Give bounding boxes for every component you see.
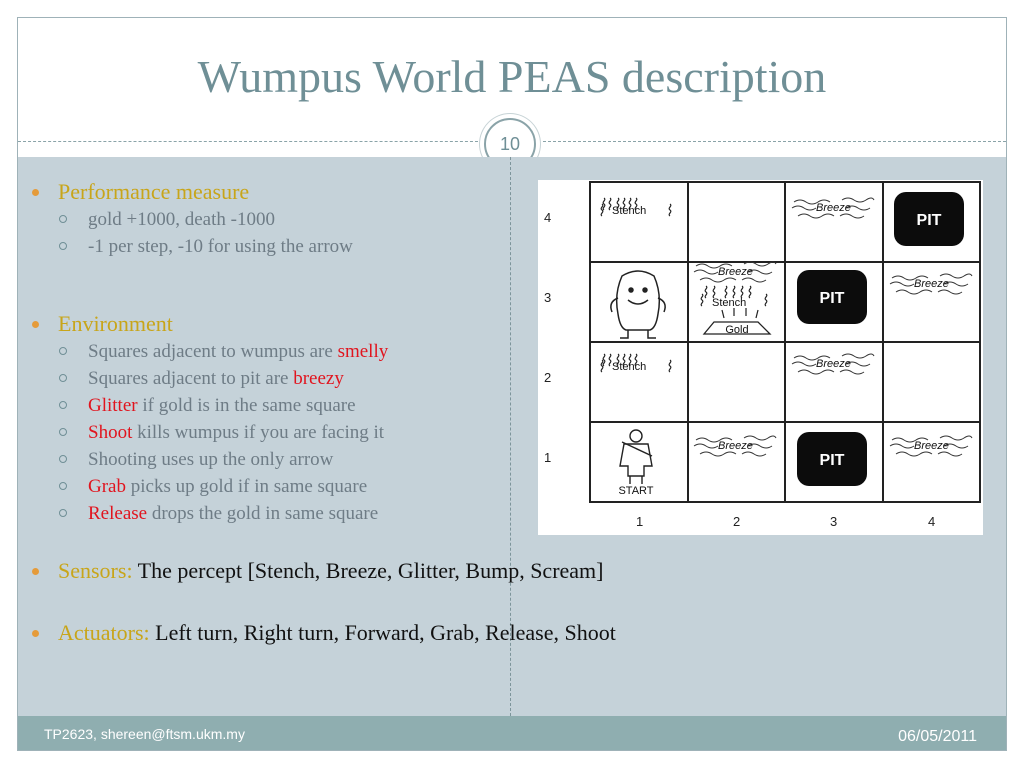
sub-bullet: Grab picks up gold if in same square: [30, 473, 510, 500]
stench-icon: [601, 198, 671, 217]
slide-number-badge: 10: [484, 118, 536, 170]
title-rule-right: [543, 141, 1006, 142]
svg-text:Breeze: Breeze: [914, 440, 949, 452]
row-label: 3: [544, 290, 552, 305]
sub-bullet: Release drops the gold in same square: [30, 500, 510, 527]
pit-icon: [797, 270, 867, 324]
wumpus-icon: [611, 271, 665, 338]
breeze-icon: [792, 198, 874, 218]
sub-bullet: Squares adjacent to wumpus are smelly: [30, 338, 510, 365]
peas-bullet-list: [30, 178, 510, 527]
agent-icon: [620, 430, 652, 484]
slide-title: Wumpus World PEAS description: [197, 51, 827, 102]
svg-text:Stench: Stench: [612, 205, 647, 217]
wumpus-world-board: [538, 180, 983, 535]
svg-text:Breeze: Breeze: [718, 440, 753, 452]
stench-icon: [601, 354, 671, 373]
col-label: 4: [928, 514, 936, 529]
svg-text:PIT: PIT: [916, 212, 942, 229]
breeze-icon: [890, 274, 972, 294]
pit-icon: [797, 432, 867, 486]
svg-text:PIT: PIT: [819, 290, 845, 307]
bullet-sensors: Sensors: The percept [Stench, Breeze, Glitter, Bump, Scream]: [30, 557, 1024, 585]
title-rule-left: [18, 141, 483, 142]
start-label: START: [618, 485, 654, 497]
svg-text:Breeze: Breeze: [816, 202, 851, 214]
stench-icon: [701, 286, 767, 309]
breeze-icon: [694, 436, 776, 456]
col-label: 3: [830, 514, 838, 529]
breeze-icon: [890, 436, 972, 456]
col-label: 1: [636, 514, 644, 529]
svg-text:Stench: Stench: [612, 361, 647, 373]
bullet-actuators: Actuators: Left turn, Right turn, Forward, Grab, Release, Shoot: [30, 619, 1024, 647]
sub-bullet: gold +1000, death -1000: [30, 206, 510, 233]
sub-bullet: -1 per step, -10 for using the arrow: [30, 233, 510, 260]
sub-bullet: Squares adjacent to pit are breezy: [30, 365, 510, 392]
svg-text:Breeze: Breeze: [816, 358, 851, 370]
svg-text:Gold: Gold: [725, 324, 749, 336]
footer-author: TP2623, shereen@ftsm.ukm.my: [44, 726, 245, 742]
bullet-performance: Performance measure: [30, 178, 510, 206]
breeze-icon: [694, 262, 776, 282]
row-label: 4: [544, 210, 552, 225]
row-label: 1: [544, 450, 552, 465]
footer-date: 06/05/2011: [898, 728, 977, 745]
col-label: 2: [733, 514, 741, 529]
breeze-icon: [792, 354, 874, 374]
svg-text:Breeze: Breeze: [718, 266, 753, 278]
svg-text:Stench: Stench: [712, 297, 747, 309]
svg-text:PIT: PIT: [819, 452, 845, 469]
svg-text:Breeze: Breeze: [914, 278, 949, 290]
sub-bullet: Shooting uses up the only arrow: [30, 446, 510, 473]
gold-icon: [704, 308, 770, 336]
sub-bullet: Glitter if gold is in the same square: [30, 392, 510, 419]
pit-icon: [894, 192, 964, 246]
sub-bullet: Shoot kills wumpus if you are facing it: [30, 419, 510, 446]
row-label: 2: [544, 370, 552, 385]
bullet-environment: Environment: [30, 310, 510, 338]
